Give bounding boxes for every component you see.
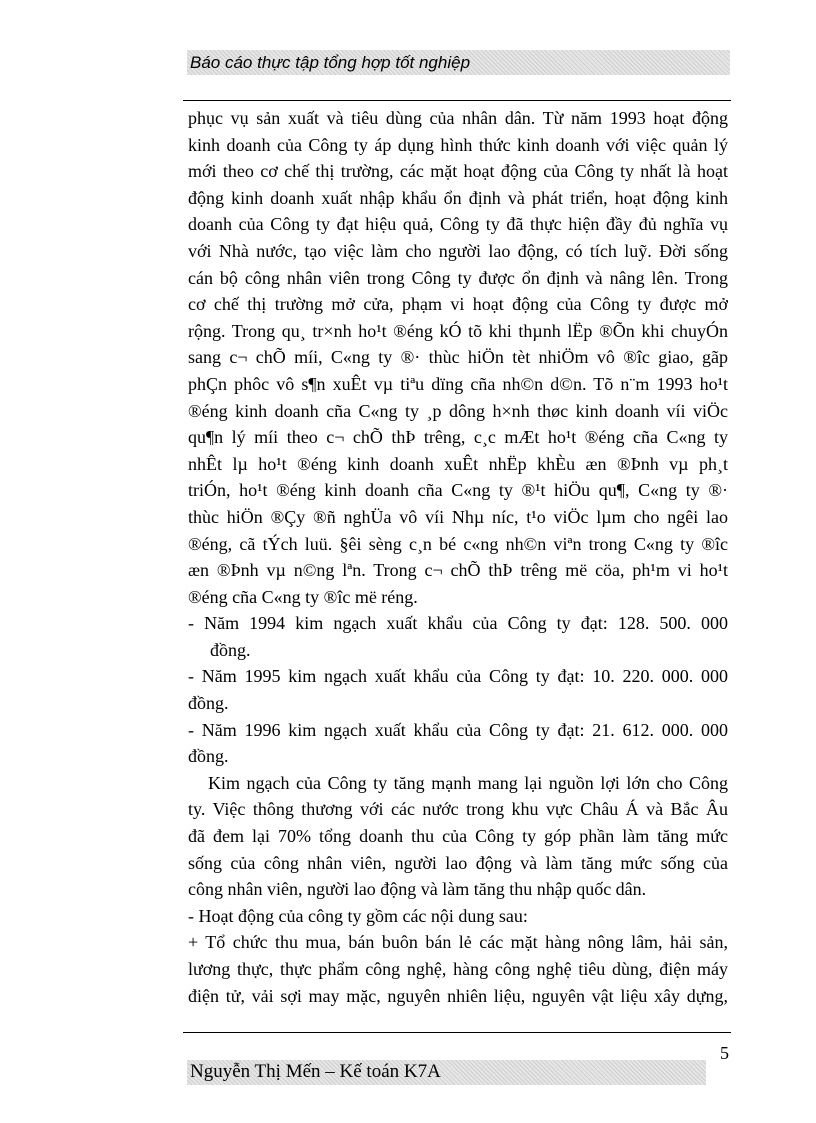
body-line: ®éng cña C«ng ty ®îc më réng. — [188, 586, 418, 607]
activity-line: + Tổ chức thu mua, bán buôn bán lẻ các mặt hàng nông lâm, hải sản, — [188, 932, 728, 953]
body-line: với Nhà nước, tạo việc làm cho người lao động, có tích luỹ. Đời sống — [188, 240, 728, 261]
list-item: - Năm 1994 kim ngạch xuất khẩu của Công ty đạt: 128. 500. 000 — [188, 613, 728, 634]
list-item-continuation: đồng. — [188, 693, 229, 714]
body-line: mới theo cơ chế thị trường, các mặt hoạt động của Công ty nhất là hoạt — [188, 161, 728, 182]
paragraph-line: Kim ngạch của Công ty tăng mạnh mang lại nguồn lợi lớn cho Công — [208, 772, 728, 793]
body-line: động kinh doanh xuất nhập khẩu ổn định và phát triển, hoạt động kinh — [188, 187, 728, 208]
header-title: Báo cáo thực tập tổng hợp tốt nghiệp — [190, 53, 471, 72]
list-item-continuation: đồng. — [210, 639, 251, 660]
body-line: nhÊt lµ ho¹t ®éng kinh doanh xuÊt nhËp khÈu æn ®Þnh vµ ph¸t — [188, 453, 728, 474]
document-body — [188, 105, 728, 1009]
body-line: æn ®Þnh vµ n©ng lªn. Trong c¬ chÕ thÞ trêng më cöa, ph¹m vi ho¹t — [188, 560, 728, 581]
footer-rule — [183, 1032, 731, 1033]
body-line: rộng. Trong qu¸ tr×nh ho¹t ®éng kÓ tõ khi thµnh lËp ®Õn khi chuyÓn — [188, 320, 728, 341]
activity-intro: - Hoạt động của công ty gồm các nội dung sau: — [188, 905, 528, 926]
body-line: phục vụ sản xuất và tiêu dùng của nhân dân. Từ năm 1993 hoạt động — [188, 108, 728, 128]
paragraph-line: sống của công nhân viên, người lao động và làm tăng mức sống của — [188, 852, 728, 873]
body-line: triÓn, ho¹t ®éng kinh doanh cña C«ng ty ®¹t hiÖu qu¶, C«ng ty ®· — [188, 480, 728, 501]
body-line: thùc hiÖn ®Çy ®ñ nghÜa vô víi Nhµ níc, t¹o viÖc lµm cho ngêi lao — [188, 506, 728, 527]
list-item-continuation: đồng. — [188, 746, 229, 767]
body-line: phÇn phôc vô s¶n xuÊt vµ tiªu dïng cña nh©n d©n. Tõ n¨m 1993 ho¹t — [188, 373, 728, 394]
activity-line: lương thực, thực phẩm công nghệ, hàng công nghệ tiêu dùng, điện máy — [188, 959, 728, 979]
page-number: 5 — [720, 1043, 729, 1063]
body-line: sang c¬ chÕ míi, C«ng ty ®· thùc hiÖn tèt nhiÖm vô ®îc giao, gãp — [188, 347, 728, 368]
body-line: kinh doanh của Công ty áp dụng hình thức kinh doanh với việc quản lý — [188, 134, 728, 155]
body-line: cơ chế thị trường mở cửa, phạm vi hoạt động của Công ty được mở — [188, 294, 728, 315]
body-line: qu¶n lý míi theo c¬ chÕ thÞ trêng, c¸c mÆt ho¹t ®éng cña C«ng ty — [188, 427, 728, 448]
body-line: ®éng, cã tÝch luü. §êi sèng c¸n bé c«ng nh©n viªn trong C«ng ty ®îc — [188, 533, 728, 554]
paragraph-line: đã đem lại 70% tổng doanh thu của Công ty góp phần làm tăng mức — [188, 826, 728, 847]
footer-author: Nguyễn Thị Mến – Kế toán K7A — [190, 1061, 441, 1082]
paragraph-line: ty. Việc thông thương với các nước trong khu vực Châu Á và Bắc Âu — [188, 799, 728, 820]
list-item: - Năm 1995 kim ngạch xuất khẩu của Công ty đạt: 10. 220. 000. 000 — [188, 666, 728, 687]
body-line: ®éng kinh doanh cña C«ng ty ¸p dông h×nh thøc kinh doanh víi viÖc — [188, 400, 728, 421]
body-line: doanh của Công ty đạt hiệu quả, Công ty đã thực hiện đầy đủ nghĩa vụ — [188, 214, 728, 235]
header-rule — [183, 100, 731, 101]
body-line: cán bộ công nhân viên trong Công ty được ổn định và nâng lên. Trong — [188, 267, 728, 288]
paragraph-line: công nhân viên, người lao động và làm tăng thu nhập quốc dân. — [188, 879, 647, 900]
list-item: - Năm 1996 kim ngạch xuất khẩu của Công ty đạt: 21. 612. 000. 000 — [188, 719, 728, 740]
activity-line: điện tử, vải sợi may mặc, nguyên nhiên liệu, nguyên vật liệu xây dựng, — [188, 985, 728, 1006]
